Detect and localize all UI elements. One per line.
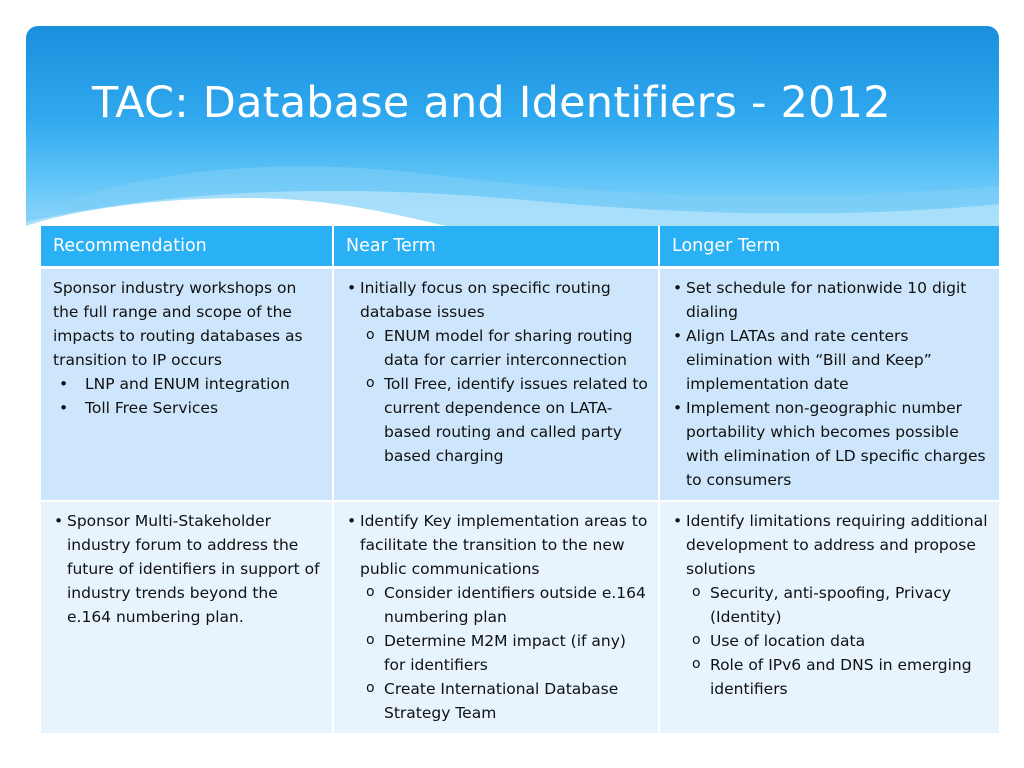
list-item-text: Initially focus on specific routing database issues xyxy=(360,279,611,321)
recommendation-bullets xyxy=(53,372,322,420)
list-item: • Sponsor Multi-Stakeholder industry forum to address the future of identifiers in support of industry trends beyond the e.164 numbering plan. xyxy=(53,509,322,629)
list-item xyxy=(346,509,648,725)
list-item-text: Identify Key implementation areas to facilitate the transition to the new public communications xyxy=(360,512,648,578)
near-term-cell xyxy=(333,501,659,734)
sub-list-item: o Toll Free, identify issues related to current dependence on LATA-based routing and called party based charging xyxy=(366,372,648,468)
sub-list-item: o Determine M2M impact (if any) for identifiers xyxy=(366,629,648,677)
table-row xyxy=(41,501,999,734)
longer-term-cell xyxy=(659,268,999,502)
sub-list-item: o Consider identifiers outside e.164 numbering plan xyxy=(366,581,648,629)
sub-list-item: o Role of IPv6 and DNS in emerging identifiers xyxy=(692,653,989,701)
near-term-cell xyxy=(333,268,659,502)
list-item: • Toll Free Services xyxy=(53,396,322,420)
list-item: • Align LATAs and rate centers elimination with “Bill and Keep” implementation date xyxy=(672,324,989,396)
sub-list-item: o ENUM model for sharing routing data for carrier interconnection xyxy=(366,324,648,372)
table-header-row xyxy=(41,226,999,268)
table-row xyxy=(41,268,999,502)
longer-term-cell xyxy=(659,501,999,734)
recommendations-table xyxy=(41,226,999,735)
recommendation-cell xyxy=(41,268,333,502)
recommendation-cell xyxy=(41,501,333,734)
sub-list-item: o Security, anti-spoofing, Privacy (Identity) xyxy=(692,581,989,629)
slide-title: TAC: Database and Identifiers - 2012 xyxy=(92,78,891,128)
list-item: • LNP and ENUM integration xyxy=(53,372,322,396)
sub-list-item: o Create International Database Strategy Team xyxy=(366,677,648,725)
column-header-longer-term: Longer Term xyxy=(659,226,999,268)
list-item: • Set schedule for nationwide 10 digit dialing xyxy=(672,276,989,324)
list-item: • Implement non-geographic number portability which becomes possible with elimination of LD specific charges to consumers xyxy=(672,396,989,492)
list-item-text: Identify limitations requiring additional development to address and propose solutions xyxy=(686,512,988,578)
list-item xyxy=(346,276,648,468)
column-header-near-term: Near Term xyxy=(333,226,659,268)
recommendation-text: Sponsor industry workshops on the full range and scope of the impacts to routing databases as transition to IP occurs xyxy=(53,279,303,369)
list-item xyxy=(672,509,989,701)
sub-list-item: o Use of location data xyxy=(692,629,989,653)
column-header-recommendation: Recommendation xyxy=(41,226,333,268)
